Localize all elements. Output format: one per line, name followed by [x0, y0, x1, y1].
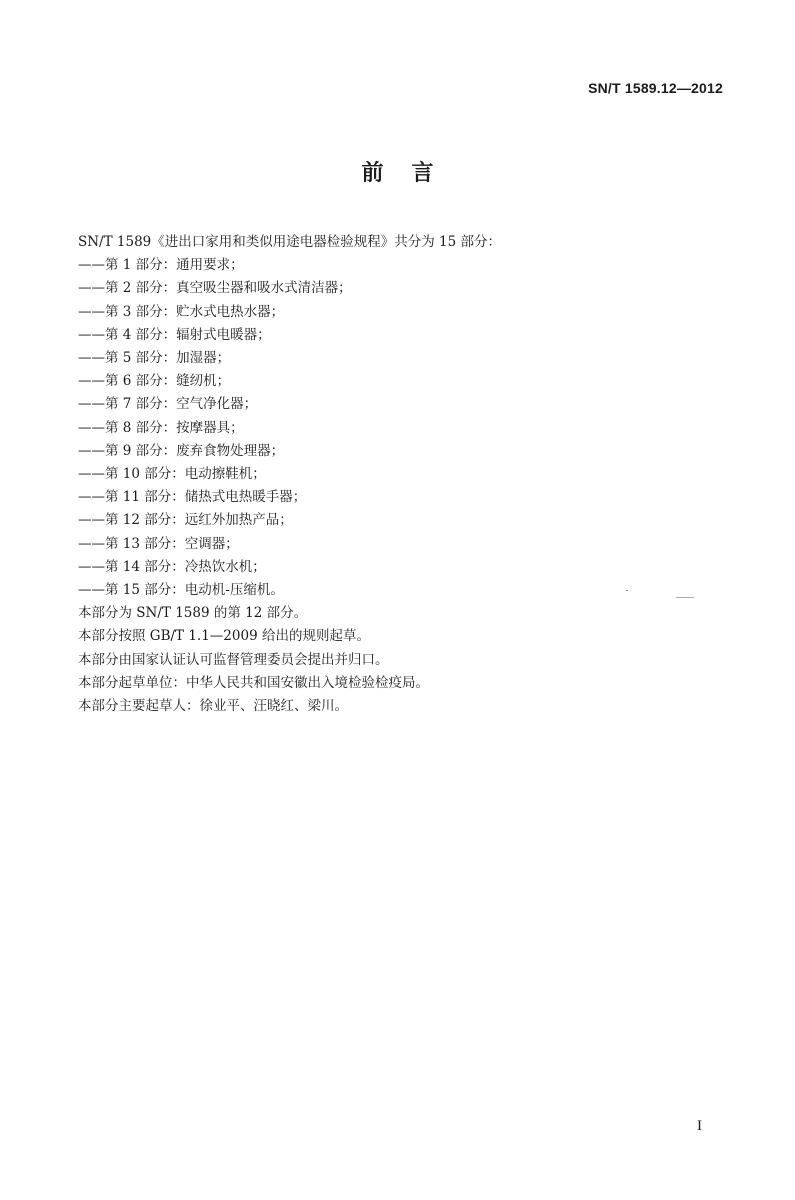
intro-paragraph: SN/T 1589《进出口家用和类似用途电器检验规程》共分为 15 部分： [78, 234, 502, 250]
part-list-item: ——第 6 部分：缝纫机； [78, 373, 231, 390]
statement-paragraph: 本部分主要起草人：徐业平、汪晓红、梁川。 [78, 698, 348, 715]
statement-paragraph: 本部分起草单位：中华人民共和国安徽出入境检验检疫局。 [78, 674, 429, 691]
part-list-item: ——第 7 部分：空气净化器； [78, 396, 258, 413]
part-list-item: ——第 14 部分：冷热饮水机； [78, 558, 266, 575]
part-list-item: ——第 12 部分：远红外加热产品； [78, 512, 293, 529]
part-list-item: ——第 8 部分：按摩器具； [78, 419, 244, 436]
part-list-item: ——第 13 部分：空调器； [78, 535, 239, 552]
page-title: 前言 [361, 161, 462, 186]
part-list-item: ——第 5 部分：加湿器； [78, 350, 231, 367]
part-list-item: ——第 11 部分：储热式电热暖手器； [78, 489, 307, 506]
scan-speck [676, 597, 694, 598]
document-number: SN/T 1589.12—2012 [588, 80, 723, 96]
statement-paragraph: 本部分按照 GB/T 1.1—2009 给出的规则起草。 [78, 628, 370, 645]
part-list-item: ——第 4 部分：辐射式电暖器； [78, 326, 271, 343]
part-list-item: ——第 15 部分：电动机-压缩机。 [78, 582, 284, 599]
scan-speck [626, 590, 628, 591]
part-list-item: ——第 1 部分：通用要求； [78, 257, 244, 274]
part-list-item: ——第 3 部分：贮水式电热水器； [78, 303, 285, 320]
preface-body [78, 231, 728, 718]
part-list-item: ——第 2 部分：真空吸尘器和吸水式清洁器； [78, 280, 352, 297]
part-list-item: ——第 9 部分：废弃食物处理器； [78, 442, 285, 459]
page-number: I [697, 1118, 702, 1134]
statement-paragraph: 本部分为 SN/T 1589 的第 12 部分。 [78, 605, 308, 622]
statement-paragraph: 本部分由国家认证认可监督管理委员会提出并归口。 [78, 651, 389, 668]
part-list-item: ——第 10 部分：电动擦鞋机； [78, 466, 266, 483]
